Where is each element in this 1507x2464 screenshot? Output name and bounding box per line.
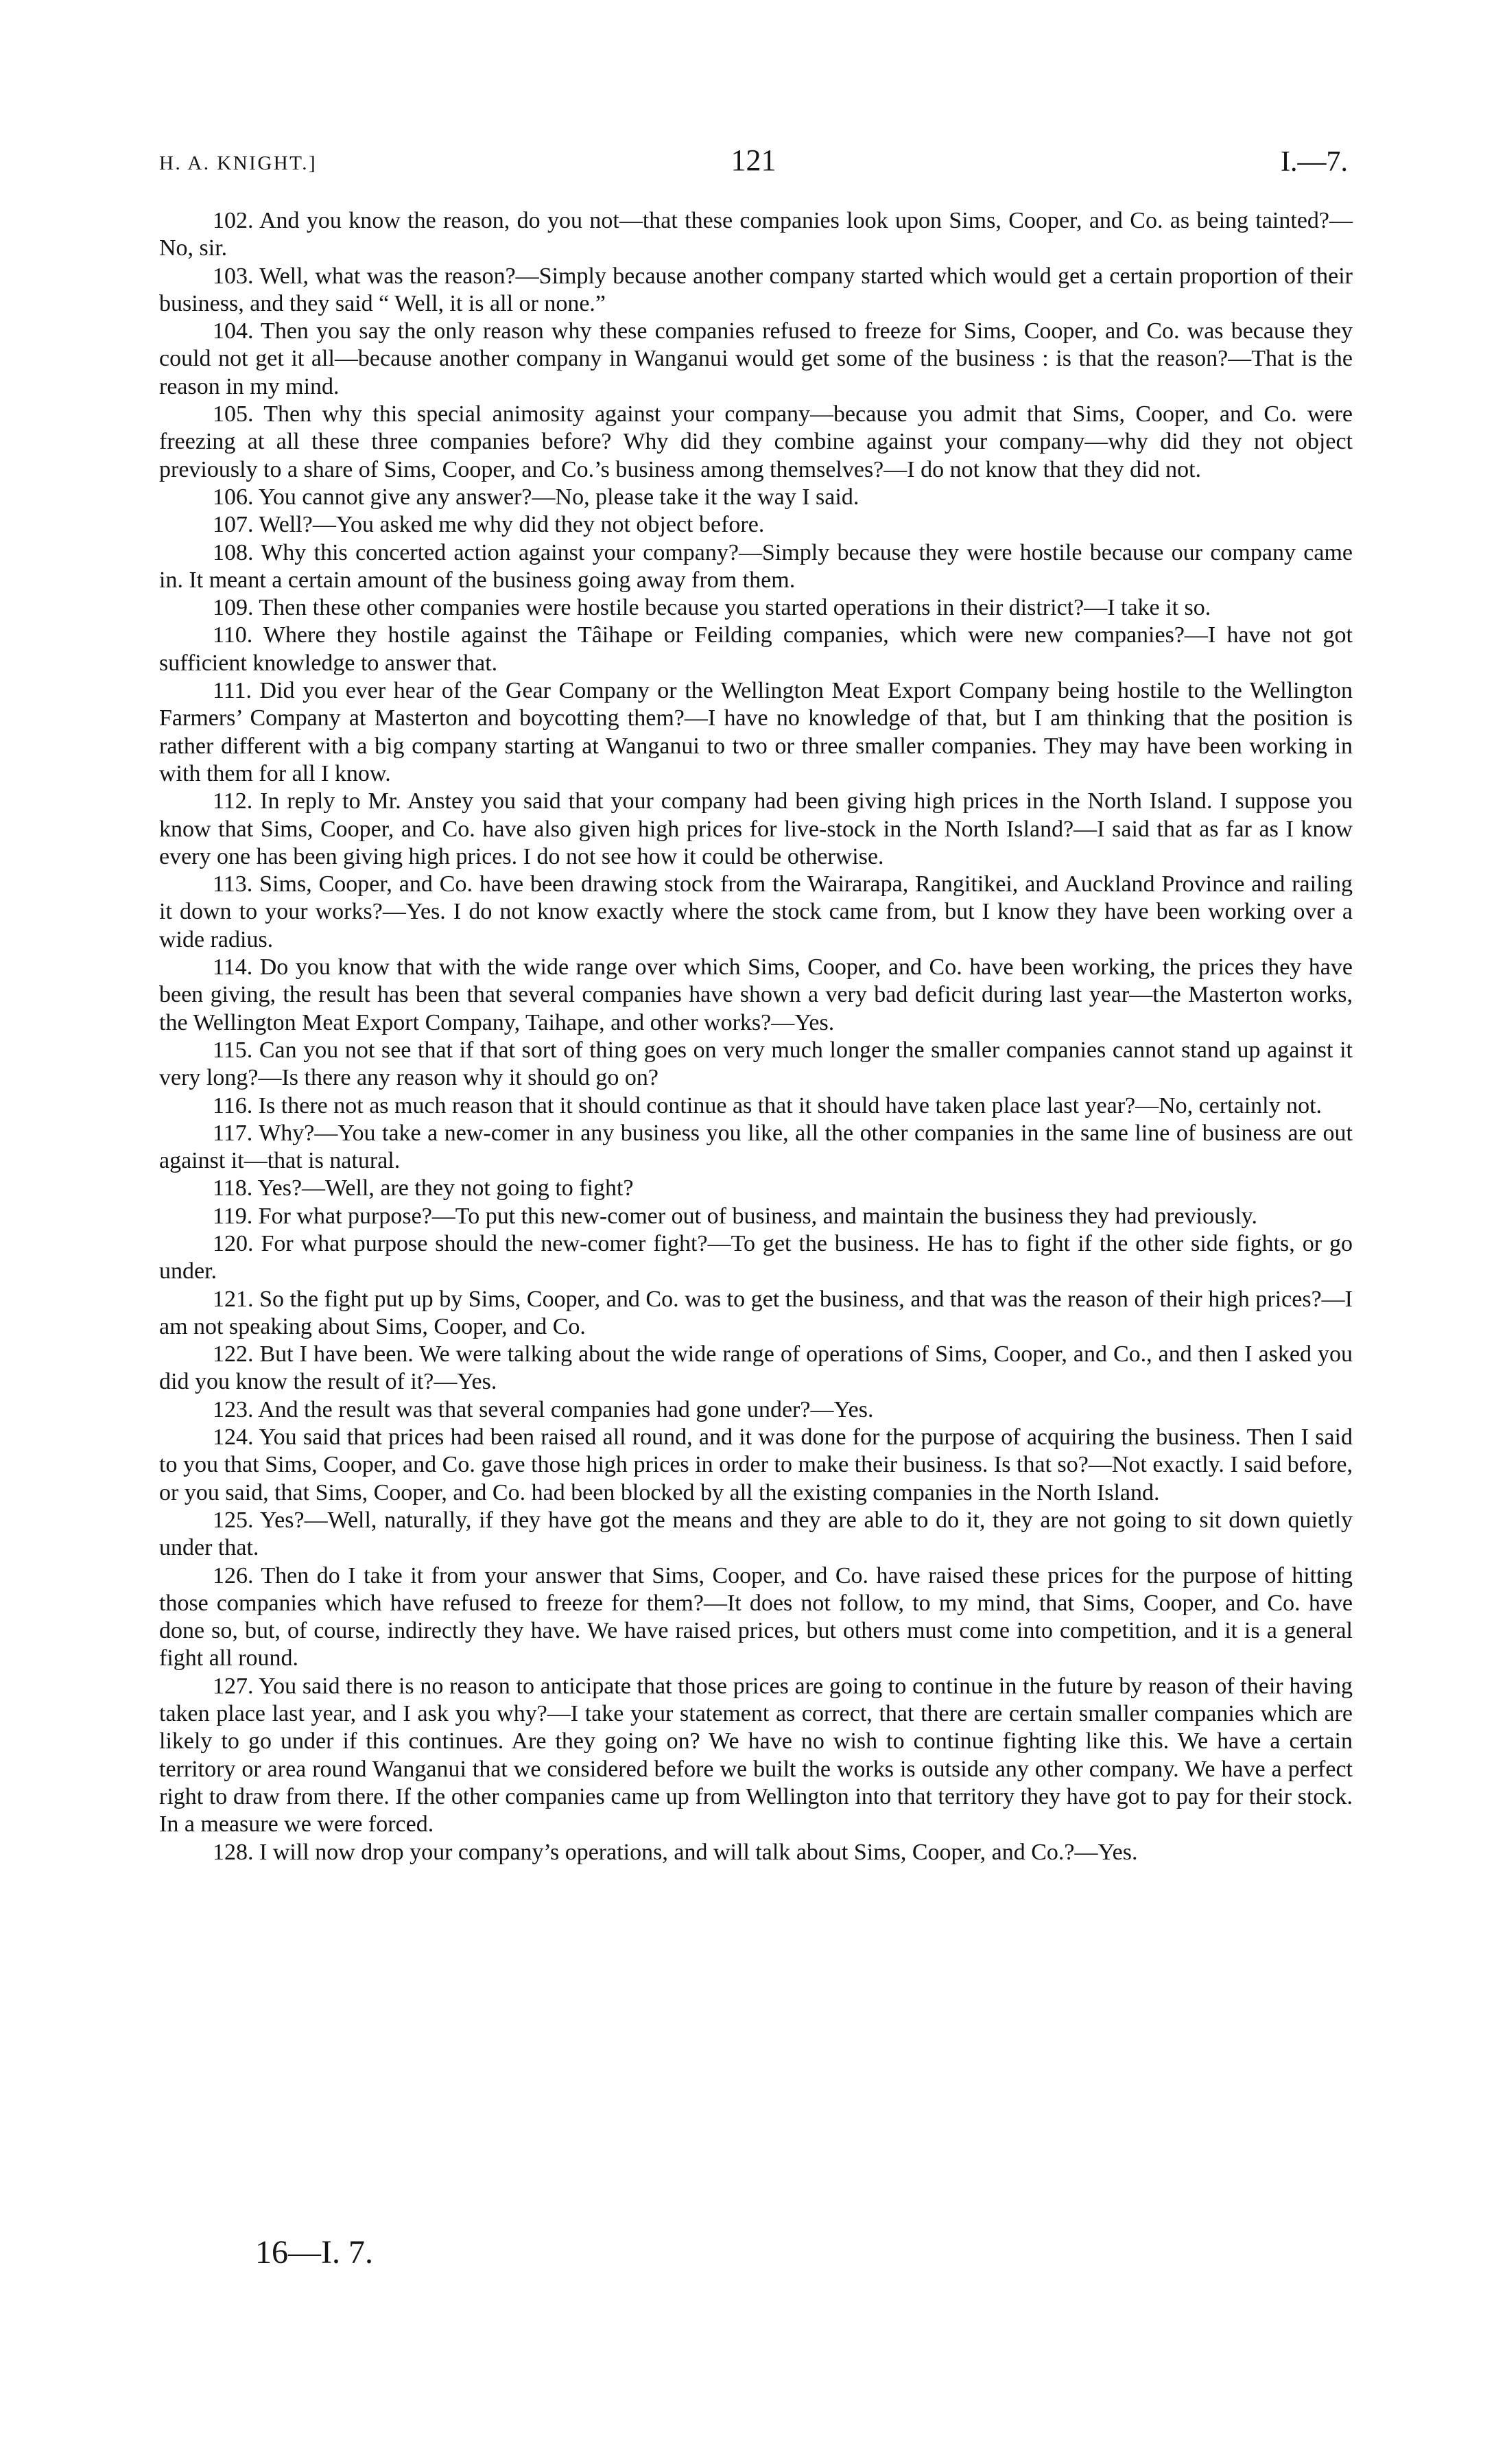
question-116: 116. Is there not as much reason that it should continue as that it should have taken place last year?—No, certainly not.	[213, 1092, 1322, 1118]
question-111: 111. Did you ever hear of the Gear Company or the Wellington Meat Export Company being hostile to the Wellington Farmers’ Company at Masterton and boycotting them?—I have no knowledge of that, but I am thinking that the position is rather different with a big company starting at Wanganui to two or three smaller companies. They may have been working in with them for all I know.	[159, 678, 1353, 786]
question-122: 122. But I have been. We were talking about the wide range of operations of Sims, Cooper, and Co., and then I asked you did you know the result of it?—Yes.	[159, 1341, 1353, 1395]
question-109: 109. Then these other companies were hostile because you started operations in their district?—I take it so.	[213, 595, 1211, 621]
question-107: 107. Well?—You asked me why did they not object before.	[213, 512, 765, 538]
question-113: 113. Sims, Cooper, and Co. have been drawing stock from the Wairarapa, Rangitikei, and Auckland Province and railing it down to your works?—Yes. I do not know exactly where the stock came from, but I know they have been working over a wide radius.	[159, 871, 1353, 952]
header-witness-name: H. A. KNIGHT.]	[159, 152, 318, 174]
question-102: 102. And you know the reason, do you not—that these companies look upon Sims, Cooper, and Co. as being tainted?—No, sir.	[159, 208, 1353, 261]
running-header	[159, 143, 1348, 184]
question-117: 117. Why?—You take a new-comer in any business you like, all the other companies in the same line of business are out against it—that is natural.	[159, 1120, 1353, 1174]
question-126: 126. Then do I take it from your answer that Sims, Cooper, and Co. have raised these prices for the purpose of hitting those companies which have refused to freeze for them?—It does not follow, to my mind, that Sims, Cooper, and Co. have done so, but, of course, indirectly they have. We have raised prices, but others must come into competition, and it is a general fight all round.	[159, 1562, 1353, 1671]
question-108: 108. Why this concerted action against your company?—Simply because they were hostile because our company came in. It meant a certain amount of the business going away from them.	[159, 539, 1353, 593]
question-120: 120. For what purpose should the new-comer fight?—To get the business. He has to fight if the other side fights, or go under.	[159, 1230, 1353, 1284]
question-112: 112. In reply to Mr. Anstey you said that your company had been giving high prices in the North Island. I suppose you know that Sims, Cooper, and Co. have also given high prices for live-stock in the North Island?—I said that as far as I know every one has been giving high prices. I do not see how it could be otherwise.	[159, 788, 1353, 869]
question-118: 118. Yes?—Well, are they not going to fight?	[213, 1175, 634, 1201]
page-number: 121	[731, 143, 776, 177]
testimony-body	[159, 207, 1353, 1866]
question-128: 128. I will now drop your company’s operations, and will talk about Sims, Cooper, and Co.?—Yes.	[213, 1839, 1138, 1865]
question-125: 125. Yes?—Well, naturally, if they have got the means and they are able to do it, they are not going to sit down quietly under that.	[159, 1507, 1353, 1561]
question-124: 124. You said that prices had been raised all round, and it was done for the purpose of acquiring the business. Then I said to you that Sims, Cooper, and Co. gave those high prices in order to make their business. Is that so?—Not exactly. I said before, or you said, that Sims, Cooper, and Co. had been blocked by all the existing companies in the North Island.	[159, 1424, 1353, 1505]
question-119: 119. For what purpose?—To put this new-comer out of business, and maintain the business they had previously.	[213, 1203, 1257, 1229]
question-105: 105. Then why this special animosity against your company—because you admit that Sims, Cooper, and Co. were freezing at all these three companies before? Why did they combine against your company—why did they not object previously to a share of Sims, Cooper, and Co.’s business among themselves?—I do not know that they did not.	[159, 401, 1353, 482]
question-127: 127. You said there is no reason to anticipate that those prices are going to continue in the future by reason of their having taken place last year, and I ask you why?—I take your statement as correct, that there are certain smaller companies which are likely to go under if this continues. Are they going on? We have no wish to continue fighting like this. We have a certain territory or area round Wanganui that we considered before we built the works is outside any other company. We have a perfect right to draw from there. If the other companies came up from Wellington into that territory they have got to pay for their stock. In a measure we were forced.	[159, 1673, 1353, 1838]
question-115: 115. Can you not see that if that sort of thing goes on very much longer the smaller companies cannot stand up against it very long?—Is there any reason why it should go on?	[159, 1037, 1353, 1091]
header-document-reference: I.—7.	[1281, 146, 1348, 178]
question-114: 114. Do you know that with the wide range over which Sims, Cooper, and Co. have been working, the prices they have been giving, the result has been that several companies have shown a very bad deficit during last year—the Masterton works, the Wellington Meat Export Company, Taihape, and other works?—Yes.	[159, 954, 1353, 1035]
question-110: 110. Where they hostile against the Tâihape or Feilding companies, which were new companies?—I have not got sufficient knowledge to answer that.	[159, 622, 1353, 676]
question-104: 104. Then you say the only reason why these companies refused to freeze for Sims, Cooper, and Co. was because they could not get it all—because another company in Wanganui would get some of the business : is that the reason?—That is the reason in my mind.	[159, 318, 1353, 399]
question-123: 123. And the result was that several companies had gone under?—Yes.	[213, 1396, 874, 1422]
question-103: 103. Well, what was the reason?—Simply because another company started which would get a certain proportion of their business, and they said “ Well, it is all or none.”	[159, 263, 1353, 316]
question-121: 121. So the fight put up by Sims, Cooper, and Co. was to get the business, and that was the reason of their high prices?—I am not speaking about Sims, Cooper, and Co.	[159, 1286, 1353, 1339]
question-106: 106. You cannot give any answer?—No, please take it the way I said.	[213, 484, 859, 510]
printer-signature-mark: 16—I. 7.	[255, 2234, 373, 2271]
